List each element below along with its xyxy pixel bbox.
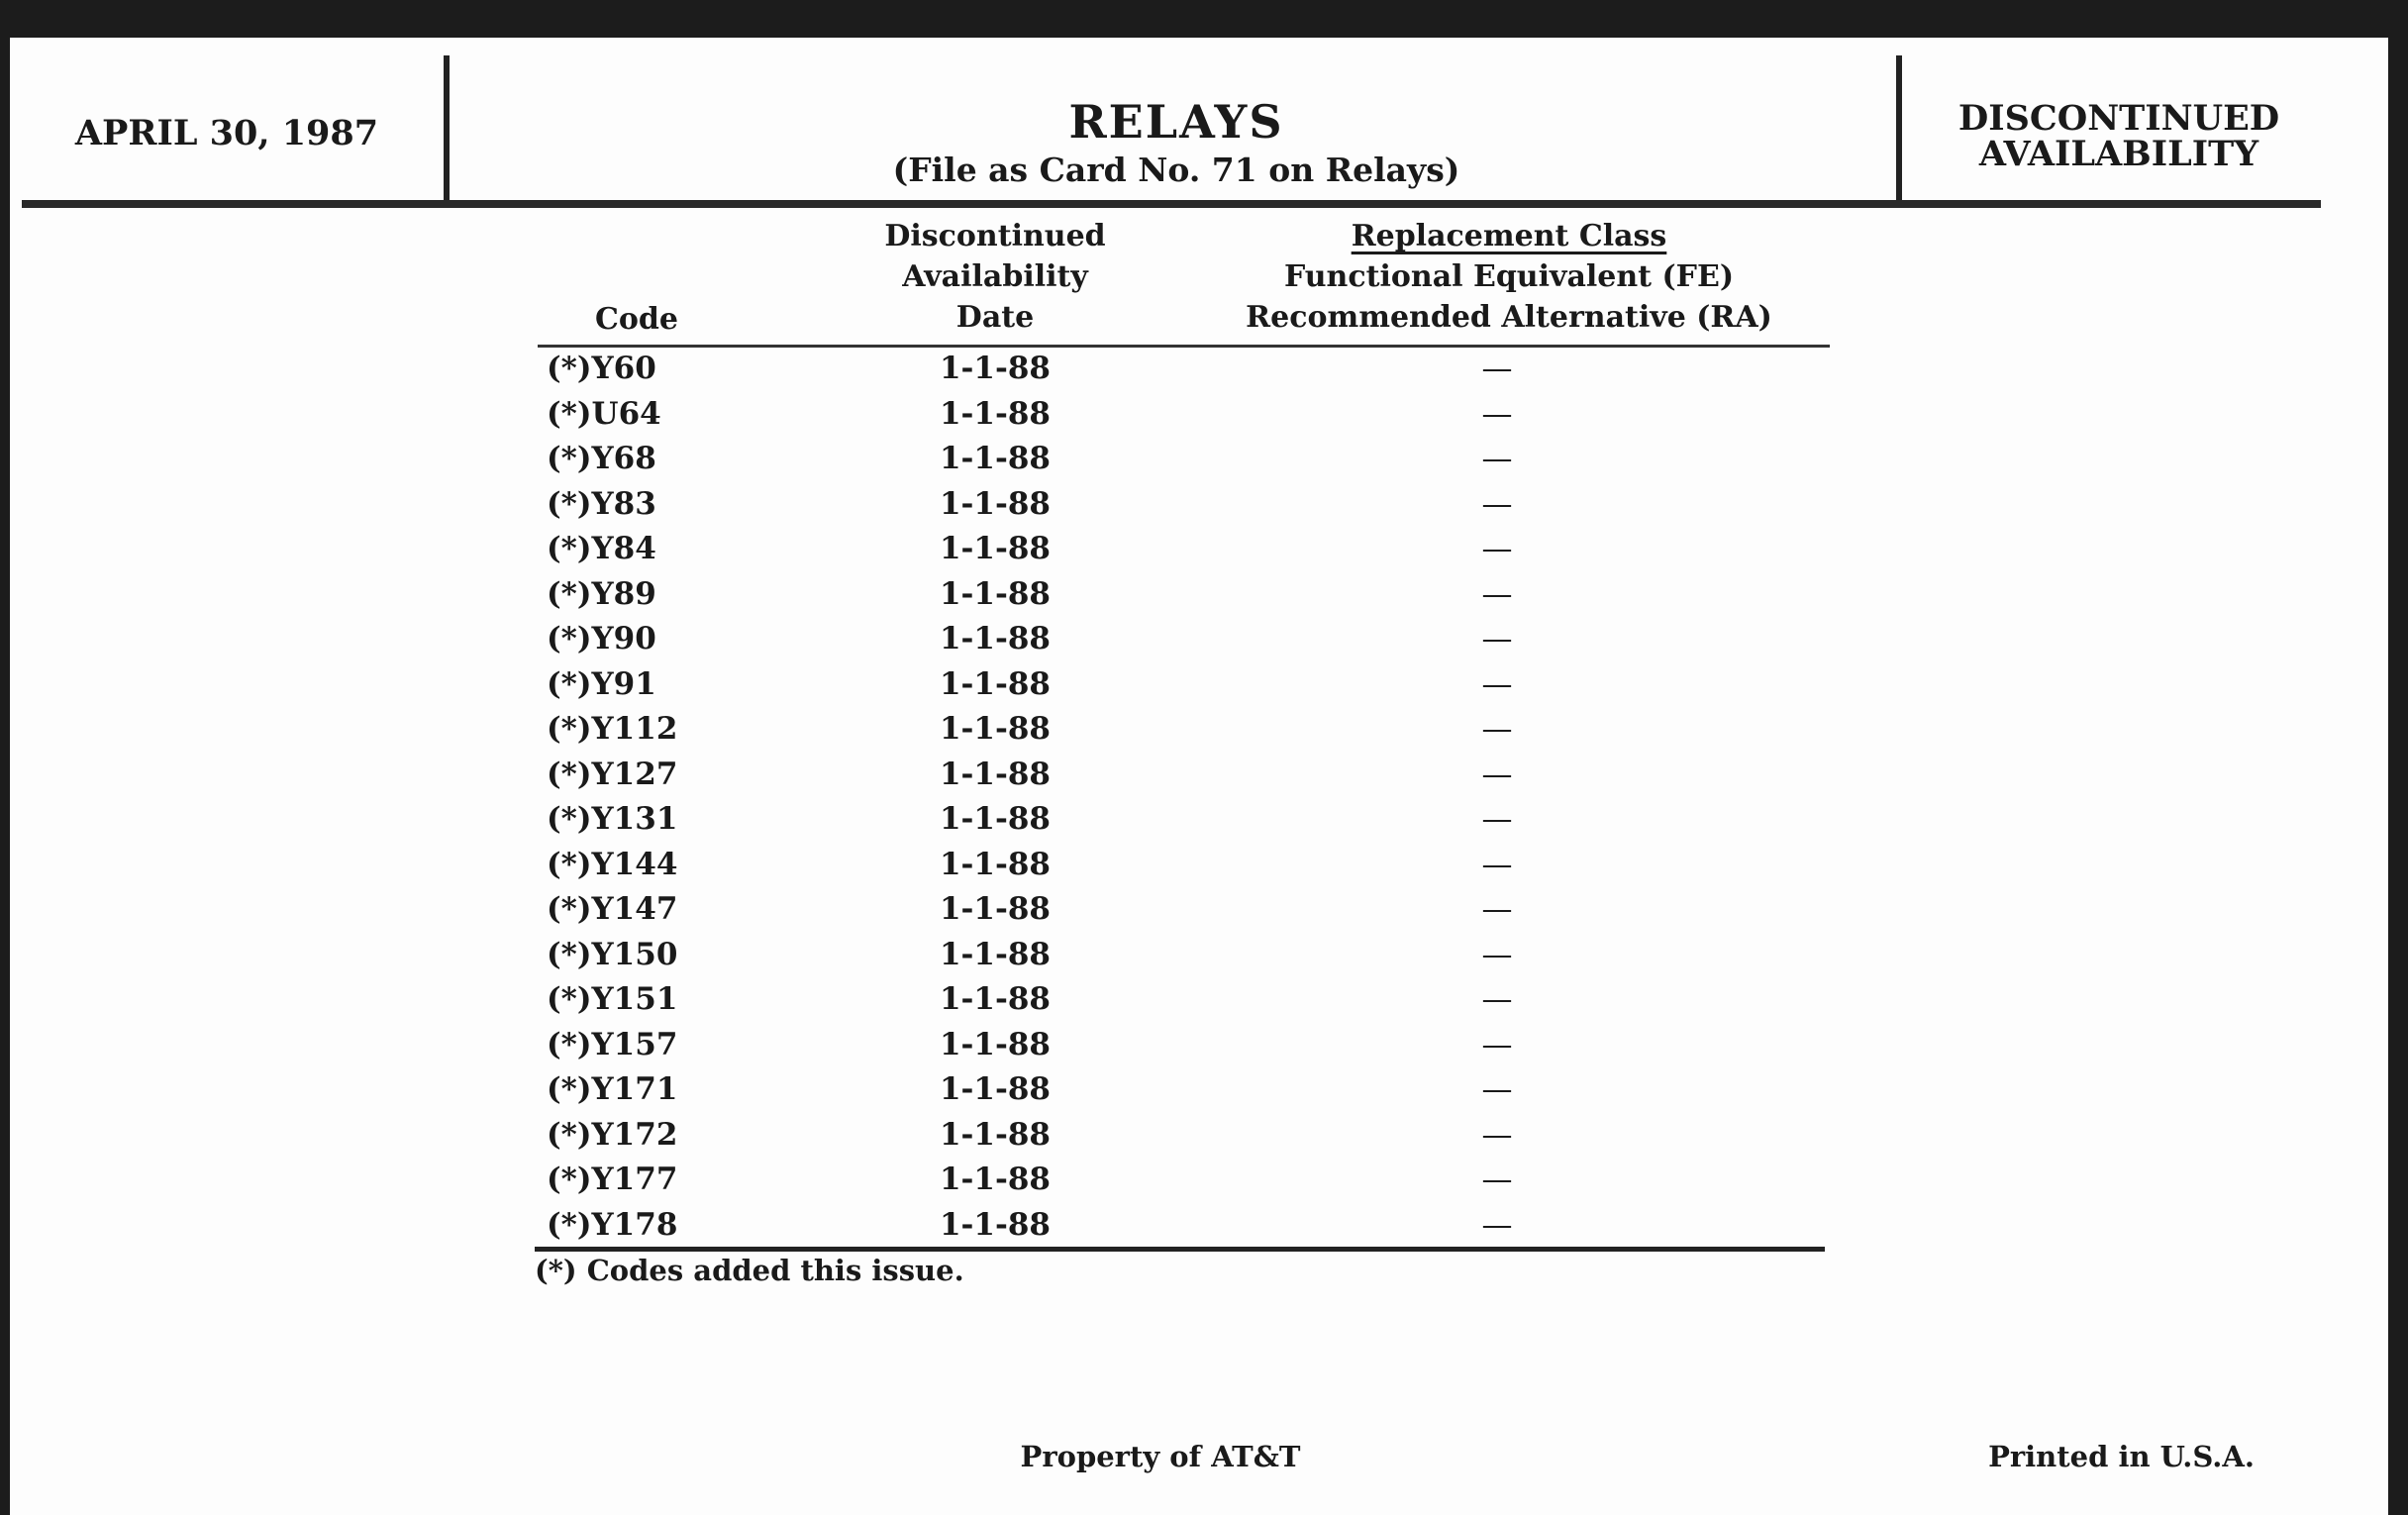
cell-code: (*)Y89 [547, 575, 656, 612]
table-row [10, 664, 1513, 710]
cell-date: 1-1-88 [939, 1071, 1051, 1107]
cell-date: 1-1-88 [939, 1026, 1051, 1062]
cell-replacement: — [1481, 1026, 1513, 1062]
cell-date: 1-1-88 [939, 936, 1051, 972]
category-line-1: DISCONTINUED [1957, 98, 2280, 139]
table-row [10, 1069, 1513, 1115]
table-row [10, 935, 1513, 980]
table-row [10, 484, 1513, 530]
cell-code: (*)Y90 [547, 621, 656, 656]
cell-date: 1-1-88 [939, 756, 1051, 792]
col-header-replacement [1153, 216, 1865, 338]
header-divider-left [444, 55, 450, 204]
table-row [10, 709, 1513, 755]
cell-date: 1-1-88 [939, 441, 1051, 476]
table-header-rule [538, 345, 1830, 348]
table-row [10, 529, 1513, 574]
page-subtitle: (File as Card No. 71 on Relays) [892, 151, 1460, 189]
cell-date: 1-1-88 [939, 711, 1051, 747]
table-row [10, 1160, 1513, 1205]
issue-date: APRIL 30, 1987 [74, 113, 379, 153]
cell-code: (*)Y91 [547, 665, 656, 702]
category-line-2: AVAILABILITY [1978, 134, 2259, 174]
cell-replacement: — [1481, 1206, 1513, 1243]
cell-code: (*)Y147 [547, 891, 678, 927]
cell-date: 1-1-88 [939, 891, 1051, 927]
cell-replacement: — [1481, 575, 1513, 612]
cell-replacement: — [1481, 1071, 1513, 1107]
cell-code: (*)U64 [547, 395, 661, 432]
cell-date: 1-1-88 [939, 485, 1051, 522]
footnote: (*) Codes added this issue. [535, 1254, 964, 1287]
page-title: RELAYS [1068, 95, 1284, 149]
cell-replacement: — [1481, 1116, 1513, 1153]
cell-code: (*)Y151 [547, 981, 678, 1017]
header-rule [22, 200, 2321, 208]
cell-code: (*)Y127 [547, 756, 678, 792]
category-label [1906, 98, 2332, 174]
cell-code: (*)Y131 [547, 801, 678, 837]
cell-replacement: — [1481, 801, 1513, 837]
cell-replacement: — [1481, 665, 1513, 702]
cell-code: (*)Y178 [547, 1206, 678, 1243]
col-header-replacement-line1: Replacement Class [1351, 219, 1667, 253]
cell-replacement: — [1481, 531, 1513, 566]
cell-replacement: — [1481, 891, 1513, 927]
cell-code: (*)Y144 [547, 846, 678, 882]
cell-code: (*)Y171 [547, 1071, 678, 1107]
cell-date: 1-1-88 [939, 575, 1051, 612]
cell-date: 1-1-88 [939, 846, 1051, 882]
cell-replacement: — [1481, 846, 1513, 882]
cell-replacement: — [1481, 395, 1513, 432]
table-row [10, 755, 1513, 800]
cell-date: 1-1-88 [939, 351, 1051, 386]
table-row [10, 1115, 1513, 1161]
cell-code: (*)Y172 [547, 1116, 678, 1153]
cell-code: (*)Y150 [547, 936, 678, 972]
footer-property: Property of AT&T [1020, 1440, 1301, 1473]
table-row [10, 1205, 1513, 1251]
document-page [10, 38, 2388, 1515]
col-header-replacement-line2: Functional Equivalent (FE) [1283, 259, 1735, 294]
cell-code: (*)Y157 [547, 1026, 678, 1062]
table-row [10, 979, 1513, 1025]
cell-replacement: — [1481, 981, 1513, 1017]
table-row [10, 574, 1513, 620]
table-row [10, 889, 1513, 935]
cell-replacement: — [1481, 936, 1513, 972]
col-header-date-line1: Discontinued [884, 219, 1106, 253]
cell-code: (*)Y84 [547, 531, 656, 566]
cell-date: 1-1-88 [939, 1206, 1051, 1243]
table-row [10, 799, 1513, 845]
cell-code: (*)Y177 [547, 1162, 678, 1197]
cell-code: (*)Y68 [547, 441, 656, 476]
table-row [10, 845, 1513, 890]
cell-date: 1-1-88 [939, 621, 1051, 656]
cell-code: (*)Y83 [547, 485, 656, 522]
table-bottom-rule [535, 1247, 1825, 1252]
cell-replacement: — [1481, 756, 1513, 792]
cell-date: 1-1-88 [939, 801, 1051, 837]
cell-date: 1-1-88 [939, 665, 1051, 702]
table-row [10, 394, 1513, 440]
cell-date: 1-1-88 [939, 1162, 1051, 1197]
cell-replacement: — [1481, 621, 1513, 656]
cell-date: 1-1-88 [939, 531, 1051, 566]
cell-code: (*)Y112 [547, 711, 678, 747]
table-row [10, 439, 1513, 484]
cell-replacement: — [1481, 485, 1513, 522]
col-header-date-line2: Availability [902, 259, 1088, 294]
cell-date: 1-1-88 [939, 395, 1051, 432]
cell-date: 1-1-88 [939, 981, 1051, 1017]
cell-replacement: — [1481, 711, 1513, 747]
footer-printed: Printed in U.S.A. [1988, 1440, 2255, 1473]
cell-code: (*)Y60 [547, 351, 656, 386]
header-divider-right [1896, 55, 1902, 204]
table-row [10, 349, 1513, 394]
cell-date: 1-1-88 [939, 1116, 1051, 1153]
cell-replacement: — [1481, 441, 1513, 476]
col-header-replacement-line3: Recommended Alternative (RA) [1246, 300, 1772, 335]
table-row [10, 619, 1513, 664]
col-header-date [847, 216, 1144, 338]
col-header-code: Code [595, 302, 678, 337]
table-row [10, 1025, 1513, 1070]
cell-replacement: — [1481, 1162, 1513, 1197]
col-header-date-line3: Date [955, 300, 1035, 335]
cell-replacement: — [1481, 351, 1513, 386]
